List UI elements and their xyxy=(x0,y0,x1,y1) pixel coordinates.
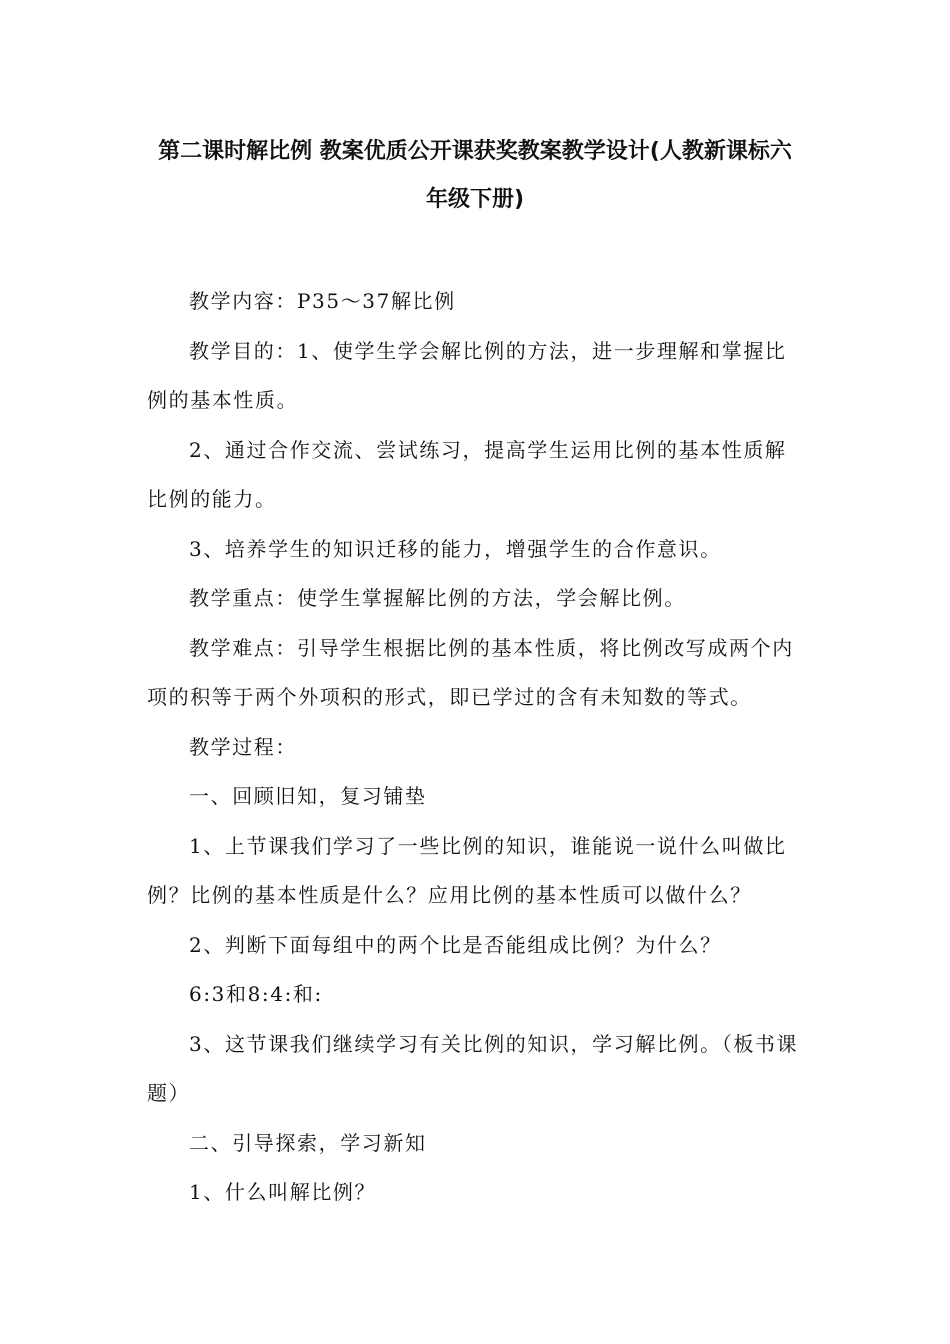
paragraph-teaching-goal-1: 教学目的：1、使学生学会解比例的方法，进一步理解和掌握比例的基本性质。 xyxy=(147,338,787,412)
paragraph-teaching-content: 教学内容：P35～37解比例 xyxy=(189,289,456,313)
paragraph-teaching-goal-3: 3、培养学生的知识迁移的能力，增强学生的合作意识。 xyxy=(189,536,722,561)
document-title xyxy=(140,128,810,224)
paragraph-review-1: 1、上节课我们学习了一些比例的知识，谁能说一说什么叫做比例？比例的基本性质是什么？应用比例的基本性质可以做什么？ xyxy=(147,833,787,907)
paragraph-section-2-heading: 二、引导探索，学习新知 xyxy=(189,1130,427,1155)
title-line-1: 第二课时解比例 教案优质公开课获奖教案教学设计(人教新课标六 xyxy=(158,139,792,164)
paragraph-difficulty: 教学难点：引导学生根据比例的基本性质，将比例改写成两个内项的积等于两个外项积的形式，即已学过的含有未知数的等式。 xyxy=(147,635,794,709)
paragraph-new-1: 1、什么叫解比例？ xyxy=(189,1180,377,1204)
paragraph-key-point: 教学重点：使学生掌握解比例的方法，学会解比例。 xyxy=(189,586,686,610)
paragraph-section-1-heading: 一、回顾旧知，复习铺垫 xyxy=(189,784,427,808)
paragraph-process-heading: 教学过程： xyxy=(189,734,297,759)
document-body xyxy=(147,277,807,1218)
paragraph-review-3: 3、这节课我们继续学习有关比例的知识，学习解比例。（板书课题） xyxy=(147,1031,799,1105)
paragraph-review-2: 2、判断下面每组中的两个比是否能组成比例？为什么？ xyxy=(189,932,722,957)
paragraph-ratio-examples: 6:3和8:4:和: xyxy=(189,982,323,1006)
title-line-2: 年级下册) xyxy=(425,187,525,212)
paragraph-teaching-goal-2: 2、通过合作交流、尝试练习，提高学生运用比例的基本性质解比例的能力。 xyxy=(147,437,787,511)
